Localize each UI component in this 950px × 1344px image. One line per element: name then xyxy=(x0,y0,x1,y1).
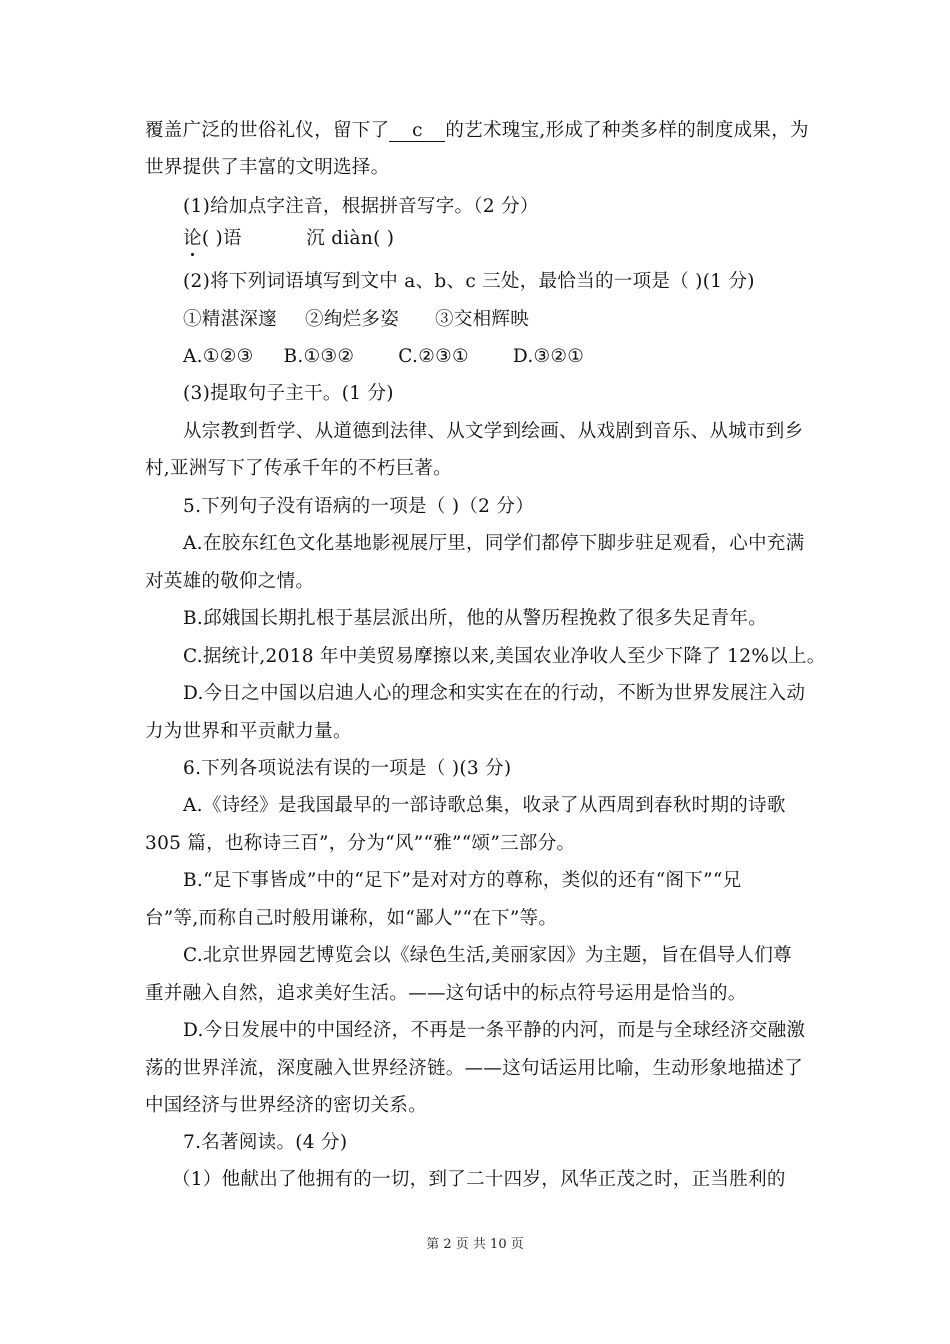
word-choices xyxy=(183,311,810,330)
word-choice: ②绚烂多姿 xyxy=(305,309,400,330)
question-4-3: (3)提取句子主干。(1 分) xyxy=(183,383,394,404)
text-segment: 的艺术瑰宝,形成了种类多样的制度成果，为 xyxy=(445,120,809,141)
pinyin-blank-1: ( )语 xyxy=(201,228,242,249)
fill-blank-c: c xyxy=(389,122,445,142)
question-5: 5.下列句子没有语病的一项是（ )（2 分） xyxy=(183,496,535,517)
option-a: A.①②③ xyxy=(183,346,254,367)
text-line: D.今日发展中的中国经济，不再是一条平静的内河，而是与全球经济交融激 xyxy=(183,1020,806,1041)
text-line: 从宗教到哲学、从道德到法律、从文学到绘画、从戏剧到音乐、从城市到乡 xyxy=(183,421,804,442)
answer-options xyxy=(183,348,810,367)
text-line: B.“足下事皆成”中的“足下”是对对方的尊称，类似的还有“阁下”“兄 xyxy=(183,870,742,891)
text-line: A.《诗经》是我国最早的一部诗歌总集，收录了从西周到春秋时期的诗歌 xyxy=(183,795,786,816)
question-6: 6.下列各项说法有误的一项是（ )(3 分) xyxy=(183,758,512,779)
text-line: 305 篇，也称诗三百”，分为“风”“雅”“颂”三部分。 xyxy=(145,833,576,854)
text-line: 世界提供了丰富的文明选择。 xyxy=(145,157,390,178)
text-segment: 覆盖广泛的世俗礼仪，留下了 xyxy=(145,120,390,141)
text-line: 村,亚洲写下了传承千年的不朽巨著。 xyxy=(145,458,452,479)
text-line: 重并融入自然，追求美好生活。——这句话中的标点符号运用是恰当的。 xyxy=(145,983,747,1004)
option-b: B.①③② xyxy=(283,346,355,367)
word-choice: ①精湛深邃 xyxy=(183,309,278,330)
text-line: D.今日之中国以启迪人心的理念和实实在在的行动，不断为世界发展注入动 xyxy=(183,683,806,704)
option-d: D.③②① xyxy=(512,346,585,367)
page-footer: 第 2 页 共 10 页 xyxy=(426,1237,524,1252)
text-line: 台”等,而称自己时般用谦称，如“鄙人”“在下”等。 xyxy=(145,908,558,929)
pinyin-blank-2: 沉 diàn( ) xyxy=(306,228,395,249)
text-line: A.在胶东红色文化基地影视展厅里，同学们都停下脚步驻足观看，心中充满 xyxy=(183,533,805,554)
text-line: C.据统计,2018 年中美贸易摩擦以来,美国农业净收人至少下降了 12%以上。 xyxy=(183,646,826,667)
text-line: B.邱娥国长期扎根于基层派出所，他的从警历程挽救了很多失足青年。 xyxy=(183,608,768,629)
text-line: 力为世界和平贡献力量。 xyxy=(145,721,352,742)
question-4-2: (2)将下列词语填写到文中 a、b、c 三处，最恰当的一项是（ )(1 分) xyxy=(183,271,755,292)
option-c: C.②③① xyxy=(398,346,469,367)
word-choice: ③交相辉映 xyxy=(435,309,530,330)
text-line: 荡的世界洋流，深度融入世界经济链。——这句话运用比喻，生动形象地描述了 xyxy=(145,1058,804,1079)
pinyin-row xyxy=(183,230,810,249)
text-line: 中国经济与世界经济的密切关系。 xyxy=(145,1095,428,1116)
text-line: C.北京世界园艺博览会以《绿色生活,美丽家因》为主题，旨在倡导人们尊 xyxy=(183,945,792,966)
question-4-1: (1)给加点字注音，根据拼音写字。（2 分） xyxy=(183,196,539,217)
text-line xyxy=(145,122,810,142)
text-line: 对英雄的敬仰之情。 xyxy=(145,571,315,592)
question-7: 7.名著阅读。(4 分) xyxy=(183,1132,348,1153)
text-line: （1）他献出了他拥有的一切，到了二十四岁，风华正茂之时，正当胜利的 xyxy=(172,1169,786,1190)
dotted-char: 论 xyxy=(183,228,202,249)
